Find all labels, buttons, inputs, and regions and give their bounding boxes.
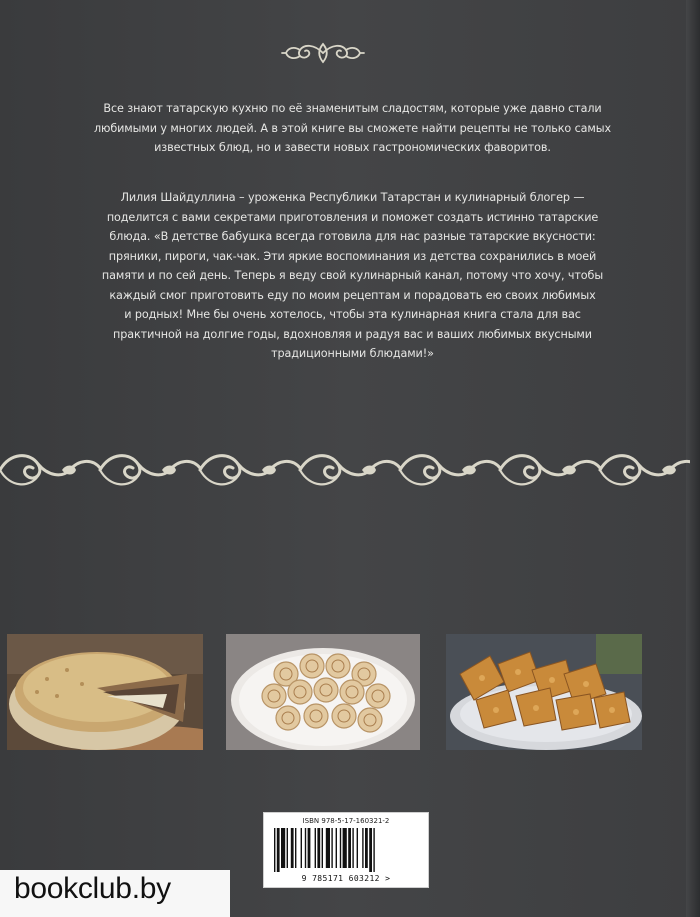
text-line: поделится с вами секретами приготовления и поможет создать истинно татарские <box>106 210 599 224</box>
text-line: Лилия Шайдуллина – уроженка Республики Татарстан и кулинарный блогер — <box>120 191 585 204</box>
barcode-digits: 9 785171 603212 > <box>301 874 391 883</box>
text-line: памяти и по сей день. Теперь я веду свой кулинарный канал, потому что хочу, чтобы <box>101 269 604 282</box>
ornament-band-pattern <box>0 456 690 485</box>
author-paragraph <box>50 188 655 364</box>
barcode-label <box>263 812 429 888</box>
text-line: каждый смог приготовить еду по моим рецептам и порадовать ею своих любимых <box>109 288 596 302</box>
text-line: традиционными блюдами!» <box>271 347 434 360</box>
isbn-text: ISBN 978-5-17-160321-2 <box>302 817 390 825</box>
text-line: любимыми у многих людей. А в этой книге вы сможете найти рецепты не только самых <box>93 121 612 135</box>
text-line: Все знают татарскую кухню по её знаменитым сладостям, которые уже давно стали <box>103 102 602 115</box>
rose-rolls-photo <box>226 634 420 750</box>
text-line: блюда. «В детстве бабушка всегда готовила для нас разные татарские вкусности: <box>109 230 596 243</box>
pie-photo <box>7 634 203 750</box>
ornament-top-icon <box>278 40 368 66</box>
text-line: известных блюд, но и завести новых гастрономических фаворитов. <box>154 141 551 154</box>
ornament-band-icon <box>0 446 690 494</box>
site-watermark: bookclub.by <box>14 872 171 905</box>
intro-paragraph <box>50 99 655 158</box>
text-line: и родных! Мне бы очень хотелось, чтобы эта кулинарная книга стала для вас <box>124 308 581 321</box>
text-line: пряники, пироги, чак-чак. Эти яркие воспоминания из детства сохранились в моей <box>108 249 597 263</box>
baklava-photo <box>446 634 642 750</box>
text-line: практичной на долгие годы, вдохновляя и радуя вас и ваших любимых вкусными <box>113 327 592 341</box>
barcode-icon <box>270 828 424 872</box>
